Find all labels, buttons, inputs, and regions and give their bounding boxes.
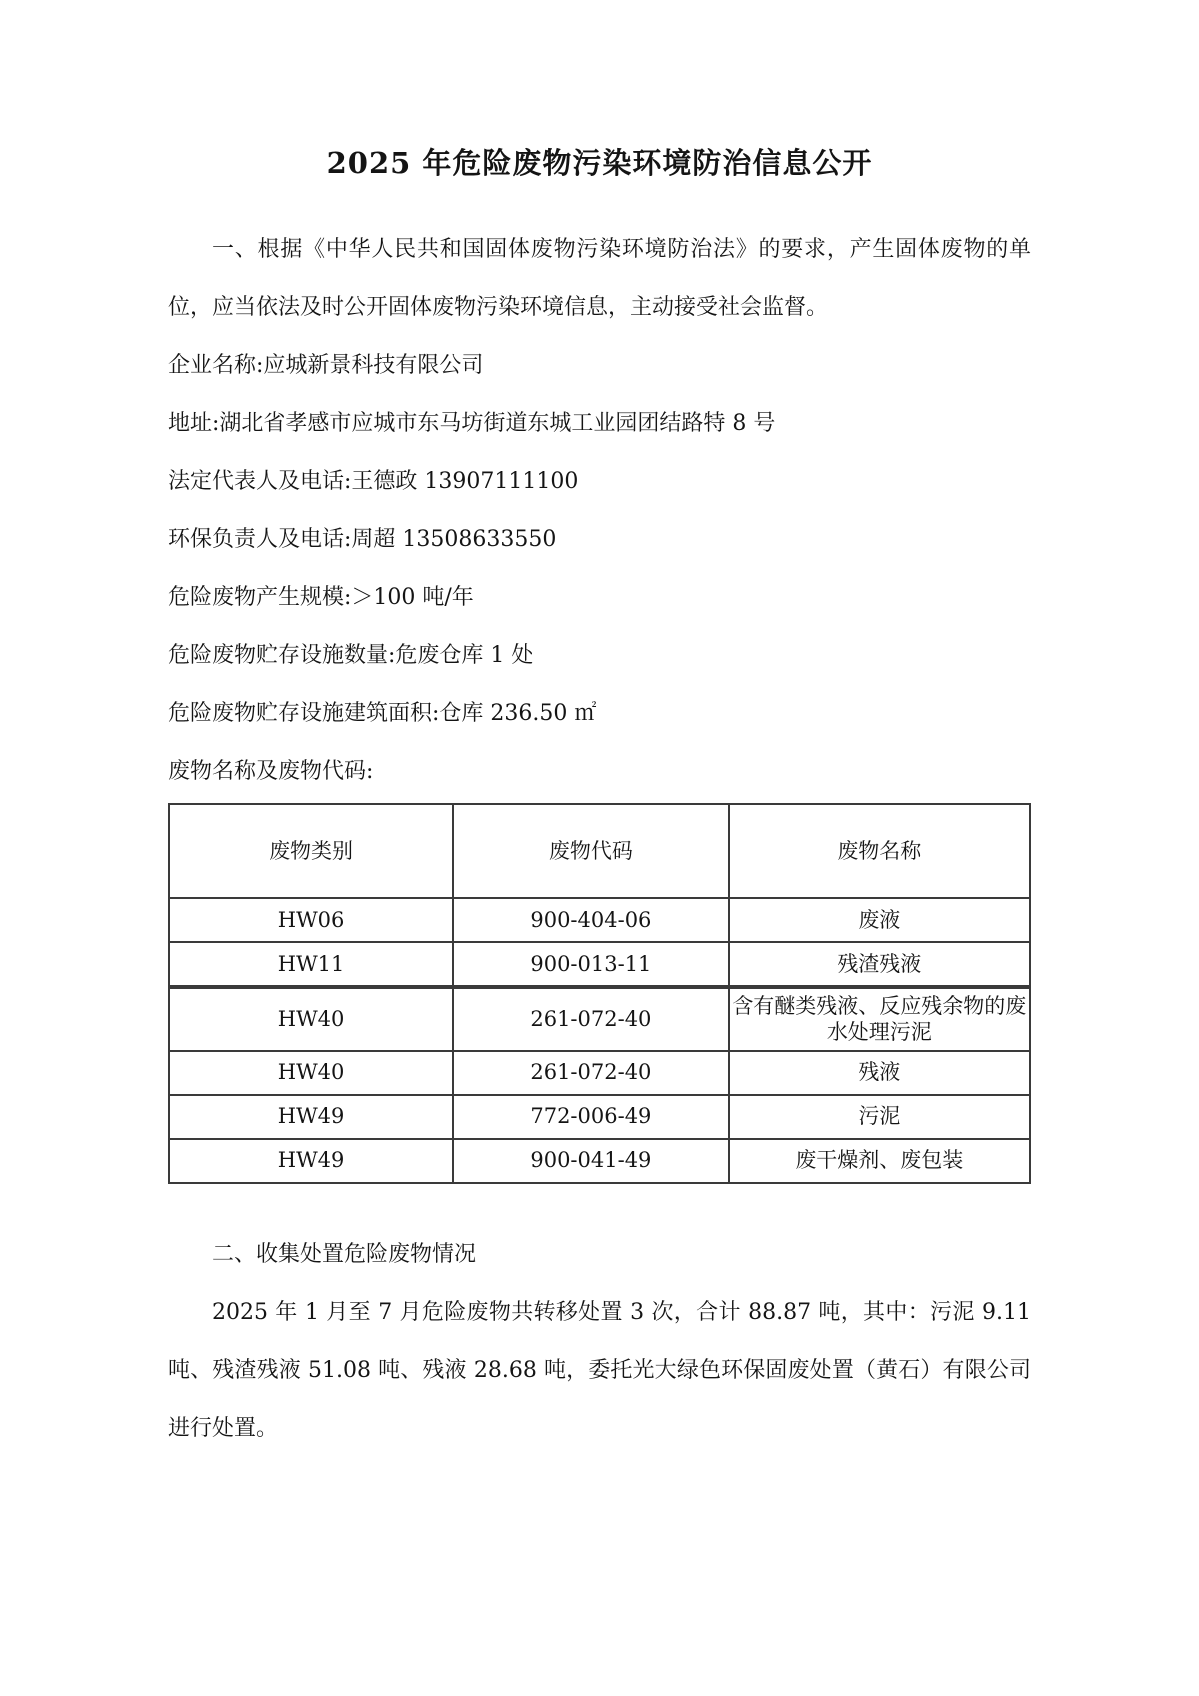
- table-caption-line: 废物名称及废物代码:: [168, 759, 374, 784]
- cell-waste-name: 污泥: [729, 1095, 1030, 1139]
- info-line-env-officer: 环保负责人及电话:周超 13508633550: [168, 527, 557, 552]
- header-waste-category: 废物类别: [169, 804, 453, 898]
- table-row: [169, 898, 1030, 942]
- info-line-storage-facility-count: 危险废物贮存设施数量:危废仓库 1 处: [168, 643, 534, 668]
- table-row: [169, 942, 1030, 987]
- section2-heading: 二、收集处置危险废物情况: [212, 1241, 477, 1267]
- cell-waste-category: HW11: [169, 942, 453, 987]
- page-title: 2025 年危险废物污染环境防治信息公开: [326, 146, 873, 180]
- section2-paragraph: 2025 年 1 月至 7 月危险废物共转移处置 3 次，合计 88.87 吨，其中：污泥 9.11 吨、残渣残液 51.08 吨、残液 28.68 吨，委托光大绿色环保固废处置（黄石）有限公司进行处置。: [168, 1299, 1031, 1441]
- info-line-legal-representative: 法定代表人及电话:王德政 13907111100: [168, 469, 579, 494]
- table-row: [169, 1139, 1030, 1183]
- cell-waste-code: 900-013-11: [453, 942, 729, 987]
- info-line-company-name: 企业名称:应城新景科技有限公司: [168, 353, 484, 378]
- cell-waste-code: 900-404-06: [453, 898, 729, 942]
- cell-waste-category: HW49: [169, 1139, 453, 1183]
- cell-waste-code: 261-072-40: [453, 1051, 729, 1095]
- intro-paragraph: 一、根据《中华人民共和国固体废物污染环境防治法》的要求，产生固体废物的单位，应当依法及时公开固体废物污染环境信息，主动接受社会监督。: [168, 237, 1031, 320]
- cell-waste-category: HW40: [169, 987, 453, 1051]
- cell-waste-code: 900-041-49: [453, 1139, 729, 1183]
- info-line-address: 地址:湖北省孝感市应城市东马坊街道东城工业园团结路特 8 号: [168, 411, 776, 436]
- cell-waste-name: 残液: [729, 1051, 1030, 1095]
- cell-waste-name: 残渣残液: [729, 942, 1030, 987]
- cell-waste-name: 废液: [729, 898, 1030, 942]
- cell-waste-name: 废干燥剂、废包装: [729, 1139, 1030, 1183]
- table-header-row: [169, 804, 1030, 898]
- waste-code-table: [168, 803, 1031, 1184]
- table-row: [169, 1095, 1030, 1139]
- info-line-generation-scale: 危险废物产生规模:＞100 吨/年: [168, 585, 474, 610]
- cell-waste-code: 261-072-40: [453, 987, 729, 1051]
- cell-waste-code: 772-006-49: [453, 1095, 729, 1139]
- cell-waste-category: HW49: [169, 1095, 453, 1139]
- cell-waste-category: HW40: [169, 1051, 453, 1095]
- table-row: [169, 1051, 1030, 1095]
- header-waste-name: 废物名称: [729, 804, 1030, 898]
- table-row: [169, 987, 1030, 1051]
- cell-waste-name: 含有醚类残液、反应残余物的废水处理污泥: [729, 987, 1030, 1051]
- cell-waste-category: HW06: [169, 898, 453, 942]
- info-line-storage-facility-area: 危险废物贮存设施建筑面积:仓库 236.50 ㎡: [168, 701, 597, 726]
- header-waste-code: 废物代码: [453, 804, 729, 898]
